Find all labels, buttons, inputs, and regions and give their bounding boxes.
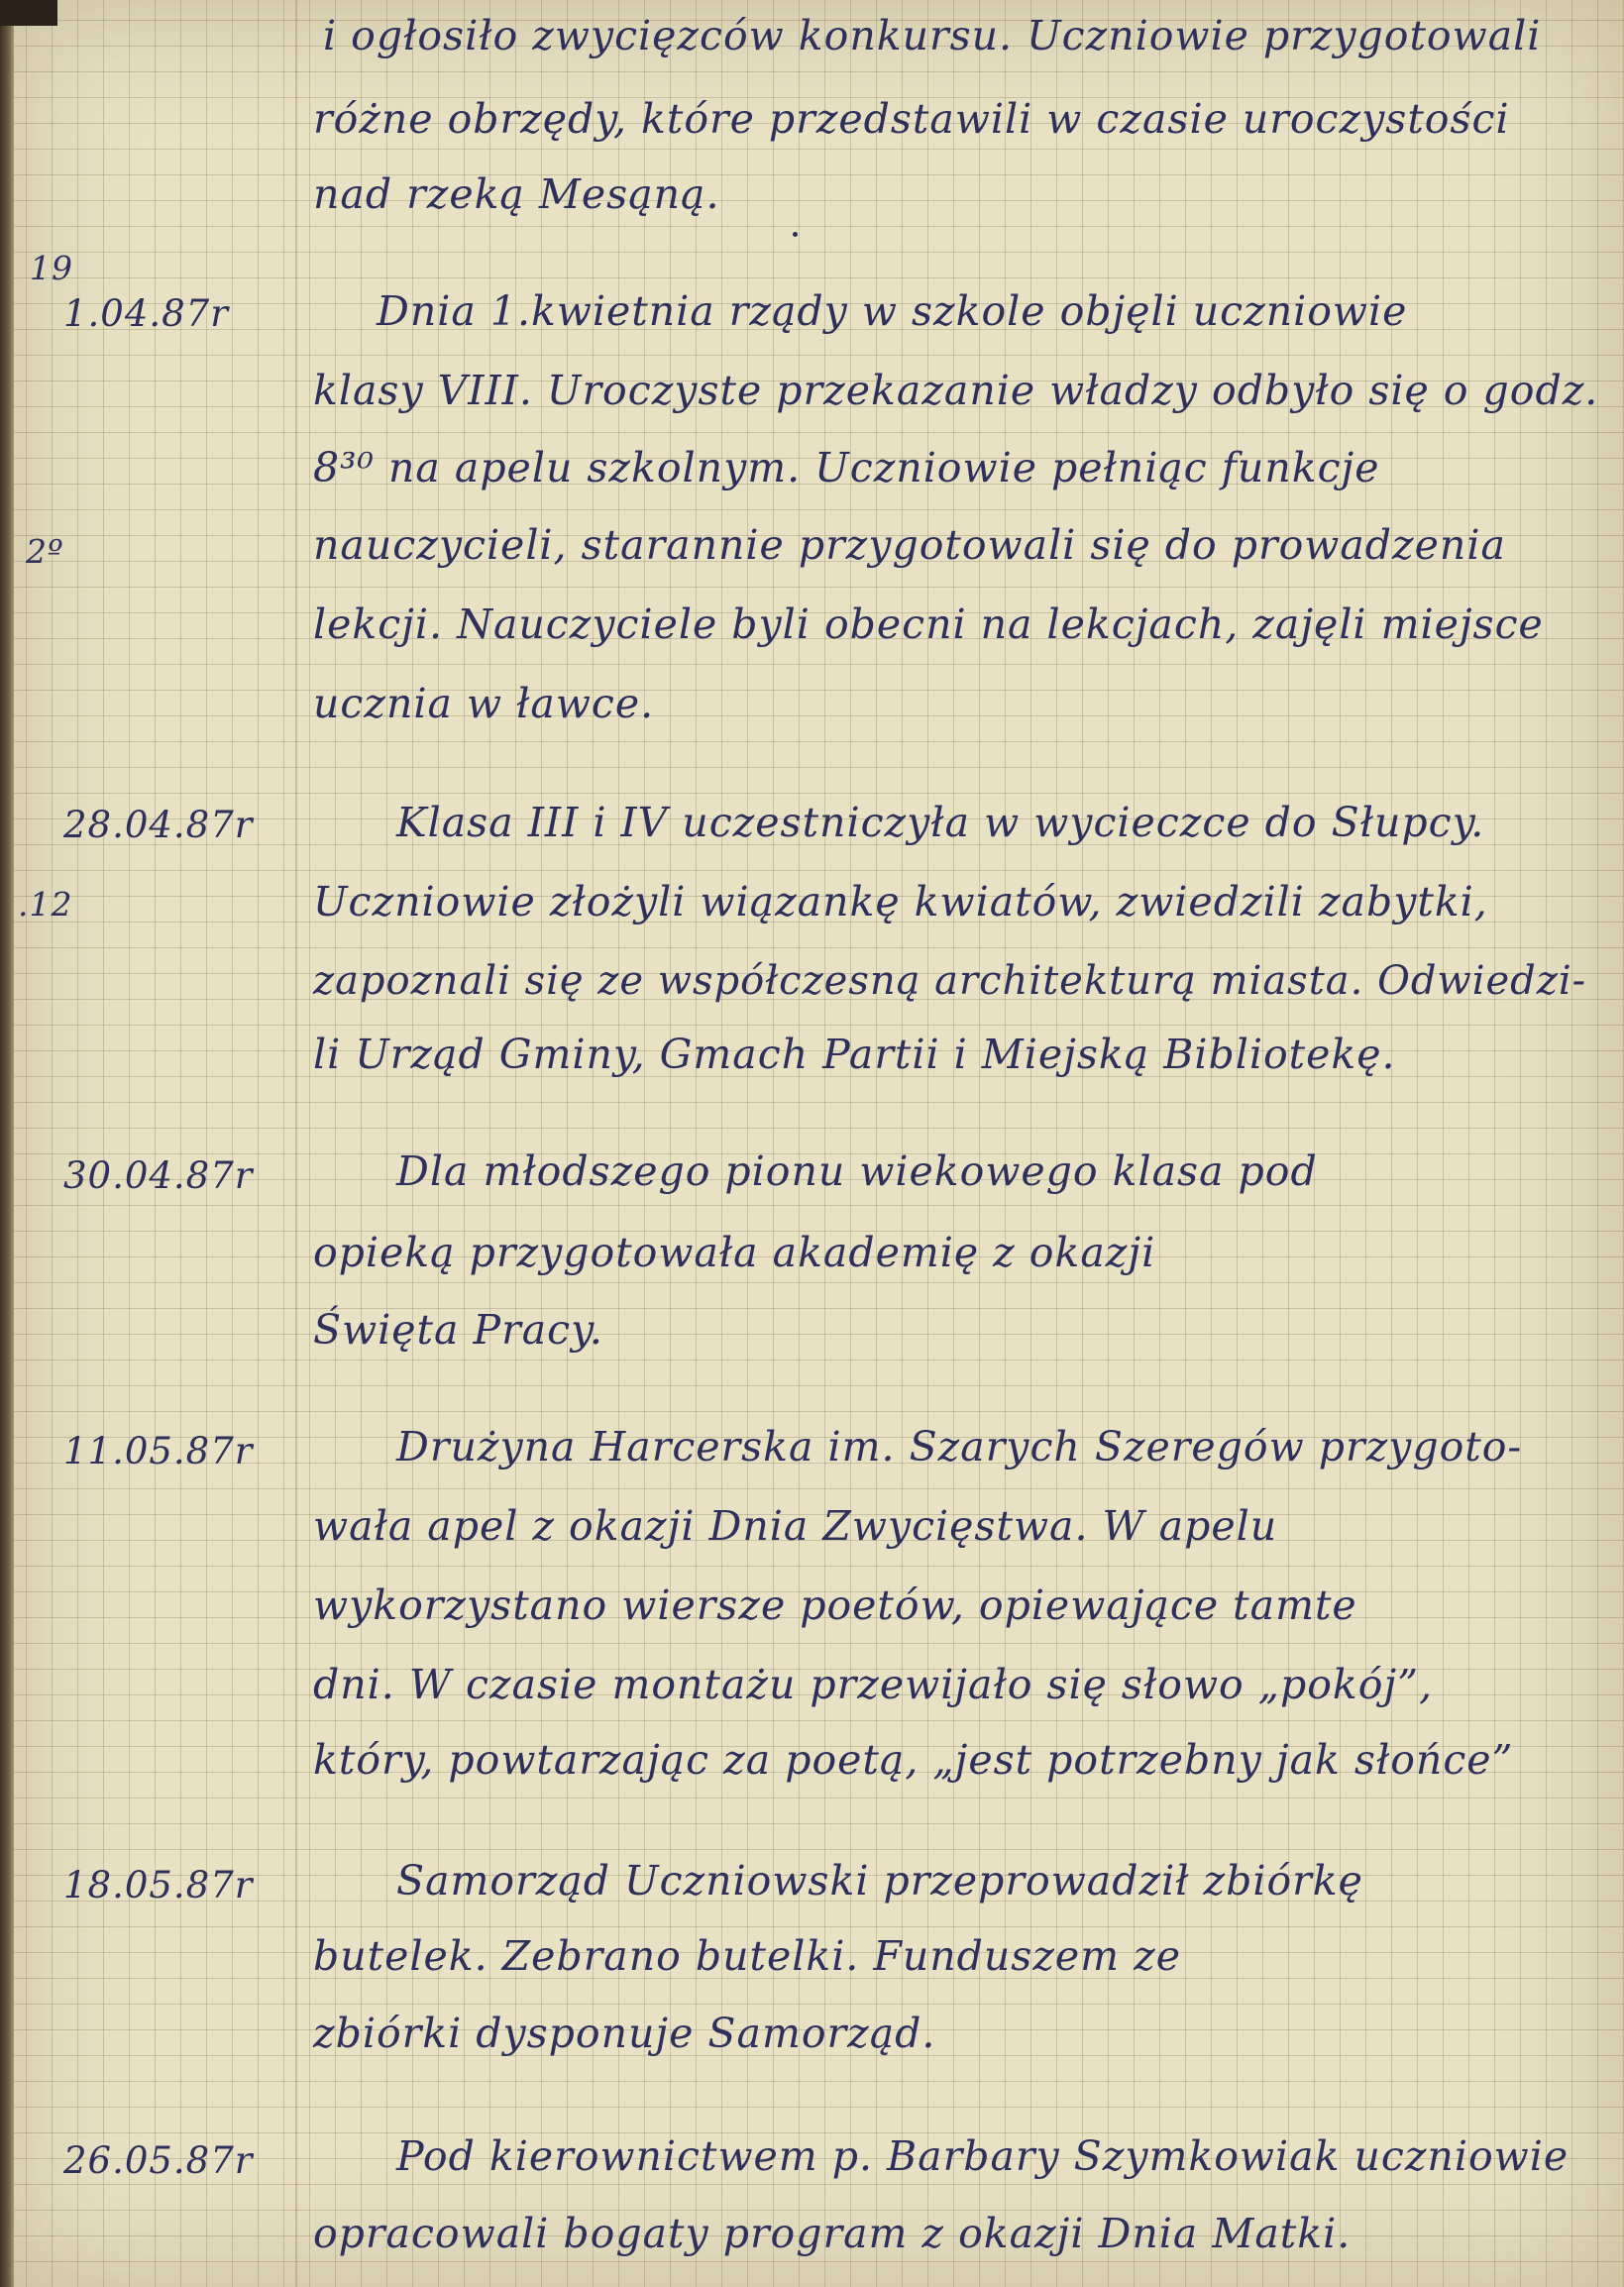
entry-date: 28.04.87r xyxy=(63,804,254,846)
entry-line: zapoznali się ze współczesną architekturą miasta. Odwiedzi- xyxy=(313,958,1587,1004)
entry-line: lekcji. Nauczyciele byli obecni na lekcjach, zajęli miejsce xyxy=(313,600,1544,648)
entry-line: różne obrzędy, które przedstawili w czasie uroczystości xyxy=(313,95,1510,143)
entry-line: Dla młodszego pionu wiekowego klasa pod xyxy=(396,1147,1318,1195)
margin-note: .12 xyxy=(18,885,73,924)
entry-line: Uczniowie złożyli wiązankę kwiatów, zwiedzili zabytki, xyxy=(313,878,1488,926)
entry-line: klasy VIII. Uroczyste przekazanie władzy odbyło się o godz. xyxy=(313,367,1599,414)
entry-line: 8³⁰ na apelu szkolnym. Uczniowie pełniąc funkcje xyxy=(313,444,1380,491)
entry-line: który, powtarzając za poetą, „jest potrzebny jak słońce” xyxy=(313,1736,1514,1784)
entry-line: dni. W czasie montażu przewijało się słowo „pokój”, xyxy=(313,1661,1434,1708)
entry-line: Pod kierownictwem p. Barbary Szymkowiak uczniowie xyxy=(396,2132,1570,2180)
entry-line: Dnia 1.kwietnia rządy w szkole objęli uczniowie xyxy=(377,287,1408,335)
entry-date: 1.04.87r xyxy=(63,292,229,335)
entry-line: nad rzeką Mesąną. xyxy=(313,170,720,218)
entry-date: 18.05.87r xyxy=(63,1864,254,1906)
entry-line: wykorzystano wiersze poetów, opiewające tamte xyxy=(313,1581,1357,1629)
entry-line: opieką przygotowała akademię z okazji xyxy=(313,1229,1156,1276)
entry-line: i ogłosiło zwycięzców konkursu. Uczniowie przygotowali xyxy=(323,12,1542,59)
entry-line: nauczycieli, starannie przygotowali się do prowadzenia xyxy=(313,521,1506,569)
entry-line: Samorząd Uczniowski przeprowadził zbiórkę xyxy=(396,1857,1363,1905)
margin-line xyxy=(295,0,297,2287)
entry-date: 11.05.87r xyxy=(63,1430,254,1472)
entry-line: wała apel z okazji Dnia Zwycięstwa. W apelu xyxy=(313,1502,1278,1550)
margin-note: 19 xyxy=(30,249,73,287)
entry-line: li Urząd Gminy, Gmach Partii i Miejską Bibliotekę. xyxy=(313,1031,1396,1078)
entry-line: Drużyna Harcerska im. Szarych Szeregów przygoto- xyxy=(396,1423,1523,1470)
entry-line: zbiórki dysponuje Samorząd. xyxy=(313,2010,936,2057)
ink-dot xyxy=(793,232,798,237)
margin-note: 2º xyxy=(26,532,64,571)
entry-line: opracowali bogaty program z okazji Dnia Matki. xyxy=(313,2210,1352,2257)
entry-line: Święta Pracy. xyxy=(313,1306,603,1354)
entry-date: 26.05.87r xyxy=(63,2139,254,2182)
entry-line: butelek. Zebrano butelki. Funduszem ze xyxy=(313,1932,1181,1980)
binding-tab xyxy=(0,0,57,26)
entry-line: Klasa III i IV uczestniczyła w wycieczce do Słupcy. xyxy=(396,799,1485,846)
entry-line: ucznia w ławce. xyxy=(313,680,655,727)
binding-edge xyxy=(0,0,14,2287)
entry-date: 30.04.87r xyxy=(63,1154,254,1197)
